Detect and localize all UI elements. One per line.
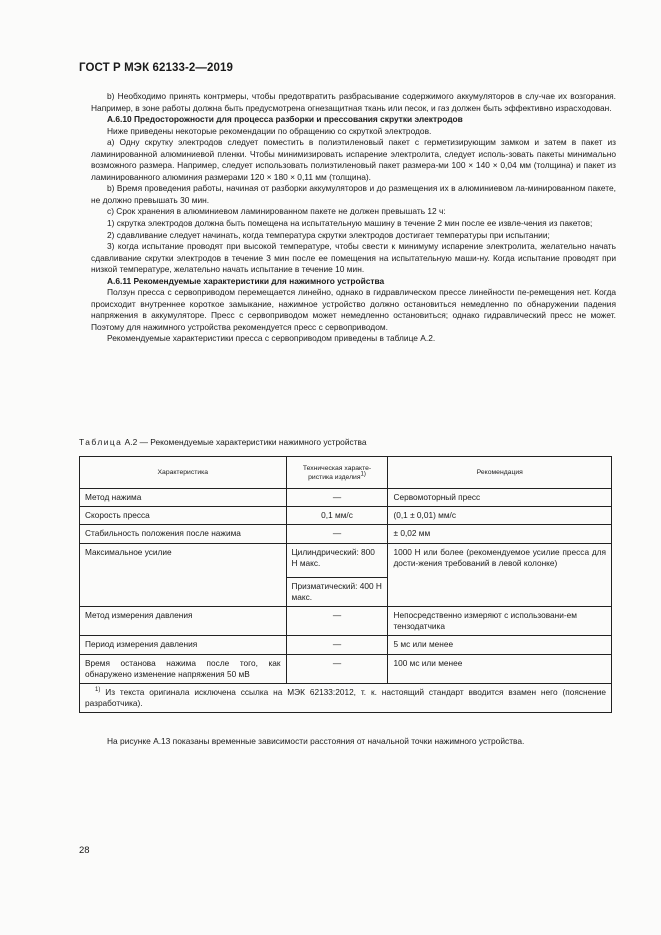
paragraph: Ползун пресса с сервоприводом перемещается линейно, однако в гидравлическом прессе линейности пе-ремещения нет. Когда происходит внутреннее короткое замыкание, нажимное устройство должно остановиться немедленно по обнаружении падения напряжения в аккумуляторе. Пресс с сервоприводом может немедленно остановиться; однако гидравлический пресс не может. Поэтому для нажимного устройства рекомендуется пресс с сервоприводом. [91, 287, 616, 332]
cell-characteristic: Метод измерения давления [80, 607, 287, 636]
cell-recommendation: ± 0,02 мм [388, 525, 612, 543]
cell-recommendation: (0,1 ± 0,01) мм/с [388, 507, 612, 525]
cell-recommendation: 1000 Н или более (рекомендуемое усилие пресса для дости-жения требований в левой колонке) [388, 543, 612, 606]
cell-characteristic: Максимальное усилие [80, 543, 287, 606]
document-header: ГОСТ Р МЭК 62133-2—2019 [79, 62, 233, 74]
paragraph: 3) когда испытание проводят при высокой температуре, чтобы свести к минимуму испарение электролита, желательно начать сдавливание скрутки электродов в течение 3 мин после ее помещения на испытательную маши-ну. Когда испытание проводят при низкой температуре, желательно начать испытание в течение 10 мин. [91, 241, 616, 275]
header-recommendation: Рекомендация [388, 457, 612, 489]
table-row [80, 654, 612, 683]
cell-characteristic: Стабильность положения после нажима [80, 525, 287, 543]
paragraph: Ниже приведены некоторые рекомендации по обращению со скруткой электродов. [107, 125, 432, 136]
cell-spec-prismatic: Призматический: 400 Н макс. [287, 577, 388, 606]
footnote-text: Из текста оригинала исключена ссылка на МЭК 62133:2012, т. к. настоящий стандарт вводится взамен него (пояснение разработчика). [85, 687, 606, 709]
table-row [80, 636, 612, 654]
table-caption-prefix: Таблица [79, 437, 123, 447]
recommendations-table [79, 456, 612, 713]
table-header-row [80, 457, 612, 489]
cell-spec-cylindrical: Цилиндрический: 800 Н макс. [291, 546, 375, 568]
section-heading: А.6.11 Рекомендуемые характеристики для нажимного устройства [107, 275, 385, 286]
table-caption [79, 437, 367, 447]
table-row [80, 607, 612, 636]
table-row [80, 489, 612, 507]
header-spec [286, 457, 388, 489]
body-text [91, 91, 616, 345]
table-caption-text: А.2 — Рекомендуемые характеристики нажимного устройства [122, 437, 367, 447]
cell-spec: — [286, 654, 388, 683]
cell-spec: — [286, 607, 388, 636]
table-row [80, 525, 612, 543]
figure-reference-paragraph: На рисунке А.13 показаны временные зависимости расстояния от начальной точки нажимного устройства. [107, 736, 525, 746]
header-characteristic: Характеристика [80, 457, 287, 489]
paragraph: a) Одну скрутку электродов следует поместить в полиэтиленовый пакет с герметизирующим замком и затем в пакет из ламинированной алюминиевой пленки. Чтобы минимизировать испарение электролита, следует исполь-зовать пакеты минимально возможного размера. Например, следует использовать полиэтиленовый пакет размера-ми 100 × 140 × 0,04 мм (толщина) и пакет из ламинированного алюминия размерами 120 × 180 × 0,11 мм (толщина). [91, 137, 616, 182]
section-heading: А.6.10 Предосторожности для процесса разборки и прессования скрутки электродов [107, 114, 463, 125]
cell-recommendation: Сервомоторный пресс [388, 489, 612, 507]
footnote-ref: 1) [360, 471, 366, 478]
paragraph: 2) сдавливание следует начинать, когда температура скрутки электродов достигает температуры при испытании; [107, 229, 550, 240]
paragraph: Рекомендуемые характеристики пресса с сервоприводом приведены в таблице А.2. [107, 333, 436, 344]
cell-spec: — [286, 489, 388, 507]
header-spec-text: Техническая характе-ристика изделия [302, 464, 372, 481]
cell-spec [286, 543, 388, 606]
table-footnote-row [80, 684, 612, 713]
table-footnote [80, 684, 612, 713]
cell-spec: — [286, 525, 388, 543]
cell-spec: 0,1 мм/с [286, 507, 388, 525]
paragraph: b) Время проведения работы, начиная от разборки аккумуляторов и до размещения их в алюминиевом ла-минированном пакете, не должно превышать 30 мин. [91, 183, 616, 205]
cell-characteristic: Метод нажима [80, 489, 287, 507]
paragraph: b) Необходимо принять контрмеры, чтобы предотвратить разбрасывание содержимого аккумуляторов в слу-чае их возгорания. Например, в зоне работы должна быть предусмотрена огнезащитная ткань или песок, и газ должен быть эффективно израсходован. [91, 91, 616, 113]
footnote-mark: 1) [95, 687, 101, 694]
table-row [80, 507, 612, 525]
cell-recommendation: 5 мс или менее [388, 636, 612, 654]
cell-characteristic: Время останова нажима после того, как обнаружено изменение напряжения 50 мВ [80, 654, 287, 683]
paragraph: c) Срок хранения в алюминиевом ламинированном пакете не должен превышать 12 ч: [107, 206, 446, 217]
cell-recommendation: 100 мс или менее [388, 654, 612, 683]
table-row [80, 543, 612, 606]
cell-recommendation: Непосредственно измеряют с использовани-ем тензодатчика [388, 607, 612, 636]
cell-characteristic: Период измерения давления [80, 636, 287, 654]
page-number: 28 [79, 845, 90, 856]
cell-spec: — [286, 636, 388, 654]
cell-characteristic: Скорость пресса [80, 507, 287, 525]
paragraph: 1) скрутка электродов должна быть помещена на испытательную машину в течение 2 мин после ее извле-чения из пакетов; [107, 218, 593, 229]
